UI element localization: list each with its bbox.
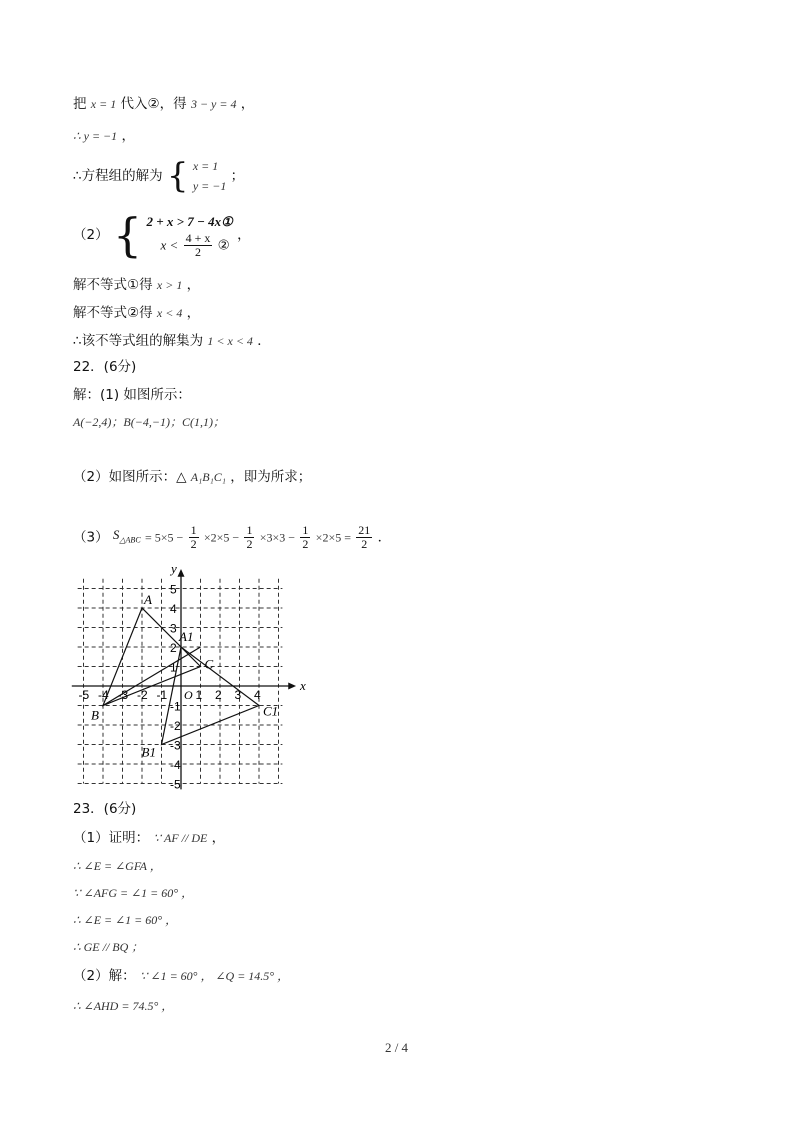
text: ， xyxy=(121,128,135,144)
y-tick-label: -3 xyxy=(170,738,181,753)
text: ， xyxy=(186,277,201,293)
text: ． xyxy=(257,333,271,349)
text: 23．(6分) xyxy=(73,801,137,817)
y-tick-label: -4 xyxy=(170,758,181,772)
line-y-value xyxy=(73,127,135,145)
text: ∴该不等式组的解集为 xyxy=(73,333,204,349)
line-system-solution xyxy=(73,156,244,196)
text: （2） xyxy=(73,227,109,243)
denominator: 2 xyxy=(190,537,197,551)
system-brace: { x = 1 y = −1 xyxy=(166,156,227,196)
q22-coords xyxy=(73,413,225,431)
text: 解不等式①得 xyxy=(73,277,153,293)
x-axis-arrow xyxy=(288,683,296,690)
numerator: 1 xyxy=(246,523,253,537)
x-tick-label: 1 xyxy=(195,688,203,702)
text: ，即为所求； xyxy=(230,469,312,485)
text: ； xyxy=(230,168,245,184)
line-solution-set xyxy=(73,332,271,350)
point-label-c: C xyxy=(204,656,214,672)
x-tick-label: 4 xyxy=(254,688,261,702)
q23-step5 xyxy=(73,938,143,956)
math: ∵ AF // DE xyxy=(153,831,208,845)
math: ∴ GE // BQ ； xyxy=(73,940,144,954)
x-tick-label: -5 xyxy=(78,688,90,702)
math: ×2×5 − xyxy=(203,530,240,545)
math: = 5×5 − xyxy=(144,530,184,545)
numerator: 1 xyxy=(190,523,197,537)
y-tick-label: 1 xyxy=(170,660,177,675)
math: ×3×3 − xyxy=(259,530,296,545)
q23-part1 xyxy=(73,829,225,847)
point-label-b1: B1 xyxy=(141,744,156,760)
y-tick-label: 5 xyxy=(170,582,177,597)
area-symbol xyxy=(112,526,141,545)
text: 解不等式②得 xyxy=(73,305,153,321)
y-tick-label: -1 xyxy=(170,699,181,714)
math: ∴ y = −1 xyxy=(73,129,118,143)
q22-part2 xyxy=(73,468,311,486)
math: x = 1 xyxy=(90,97,117,111)
q22-part3-area xyxy=(73,524,391,551)
system-brace: { 2 + x > 7 − 4x① x < $\frac{4 + x}{2}$ ② xyxy=(112,208,233,262)
fraction xyxy=(356,524,372,551)
numerator: 21 xyxy=(358,523,371,537)
text: ， xyxy=(211,830,226,846)
x-tick-label: -4 xyxy=(98,688,109,702)
text: ， xyxy=(237,227,251,243)
text: （3） xyxy=(73,529,109,546)
math: x < xyxy=(160,237,179,252)
math: A₁B₁C₁ xyxy=(190,470,226,484)
origin-label: O xyxy=(184,688,193,702)
x-tick-label: -1 xyxy=(156,688,168,702)
denominator: 2 xyxy=(361,537,368,551)
q23-step3 xyxy=(73,884,193,902)
math: A(−2,4)；B(−4,−1)；C(1,1)； xyxy=(73,415,225,429)
denominator: 2 xyxy=(246,537,253,551)
x-tick-label: 3 xyxy=(234,688,242,702)
text: ， xyxy=(240,96,255,112)
math: S xyxy=(112,526,120,542)
line-inequality-system xyxy=(73,208,251,262)
fraction xyxy=(300,524,310,551)
math: 3 − y = 4 xyxy=(190,97,237,111)
text: ∴方程组的解为 xyxy=(73,168,163,184)
point-label-a1: A1 xyxy=(179,629,194,644)
question-23-heading xyxy=(73,800,136,818)
system-row xyxy=(146,232,232,259)
text: 解：(1) 如图所示： xyxy=(73,387,191,403)
y-tick-label: -2 xyxy=(170,719,181,733)
fraction xyxy=(244,524,254,551)
q22-part1 xyxy=(73,386,191,404)
numerator: 1 xyxy=(302,523,309,537)
page-number: 2 / 4 xyxy=(384,1040,409,1055)
graph-svg xyxy=(70,560,306,792)
math: ∴ ∠E = ∠1 = 60° ， xyxy=(73,913,178,927)
text: 代入②，得 xyxy=(120,96,187,112)
text: 22．(6分) xyxy=(73,359,137,375)
q23-step4 xyxy=(73,911,177,929)
fraction xyxy=(189,524,199,551)
math: x > 1 xyxy=(156,278,183,292)
y-axis-label: y xyxy=(171,560,177,576)
text: ， xyxy=(186,305,201,321)
coordinate-graph xyxy=(70,560,306,792)
x-tick-label: -3 xyxy=(117,688,129,702)
text: ② xyxy=(217,237,230,253)
system-row: x = 1 xyxy=(192,159,219,173)
denominator: 2 xyxy=(302,537,309,551)
y-tick-label: 3 xyxy=(170,621,177,636)
system-row: y = −1 xyxy=(192,179,227,193)
math: ∴ ∠E = ∠GFA ， xyxy=(73,859,162,873)
math: ×2×5 = xyxy=(315,530,351,545)
math: ∵ ∠AFG = ∠1 = 60° ， xyxy=(73,886,194,900)
system-row: 2 + x > 7 − 4x① xyxy=(146,213,233,229)
math-subscript: △ABC xyxy=(119,535,141,545)
question-22-heading xyxy=(73,358,136,376)
text: （1）证明： xyxy=(73,830,150,846)
x-tick-label: 2 xyxy=(215,688,222,702)
x-tick-label: -2 xyxy=(137,688,148,702)
fraction xyxy=(184,232,213,259)
y-axis-arrow xyxy=(178,569,185,577)
point-label-c1: C1 xyxy=(263,703,279,719)
math: 1 < x < 4 xyxy=(207,334,253,348)
text: 把 xyxy=(73,96,87,112)
y-tick-label: 2 xyxy=(170,641,177,655)
math: x < 4 xyxy=(156,306,183,320)
math: ∴ ∠AHD = 74.5° ， xyxy=(73,999,174,1013)
q23-step2 xyxy=(73,857,162,875)
q23-step7 xyxy=(73,997,173,1015)
text: （2）如图所示：△ xyxy=(73,469,187,485)
math: ∵ ∠1 = 60° ， ∠Q = 14.5° ， xyxy=(139,969,290,983)
denominator: 2 xyxy=(194,244,201,259)
line-solve-2 xyxy=(73,304,200,322)
line-solve-1 xyxy=(73,276,200,294)
text: ． xyxy=(377,529,392,546)
q23-part2 xyxy=(73,967,289,985)
y-tick-label: 4 xyxy=(170,602,177,616)
line-substitute xyxy=(73,95,254,113)
x-axis-label: x xyxy=(299,678,306,693)
numerator: 4 + x xyxy=(185,230,211,245)
y-tick-label: -5 xyxy=(170,777,181,792)
point-label-b: B xyxy=(91,707,99,723)
text: （2）解： xyxy=(73,968,136,984)
point-label-a: A xyxy=(144,592,152,607)
